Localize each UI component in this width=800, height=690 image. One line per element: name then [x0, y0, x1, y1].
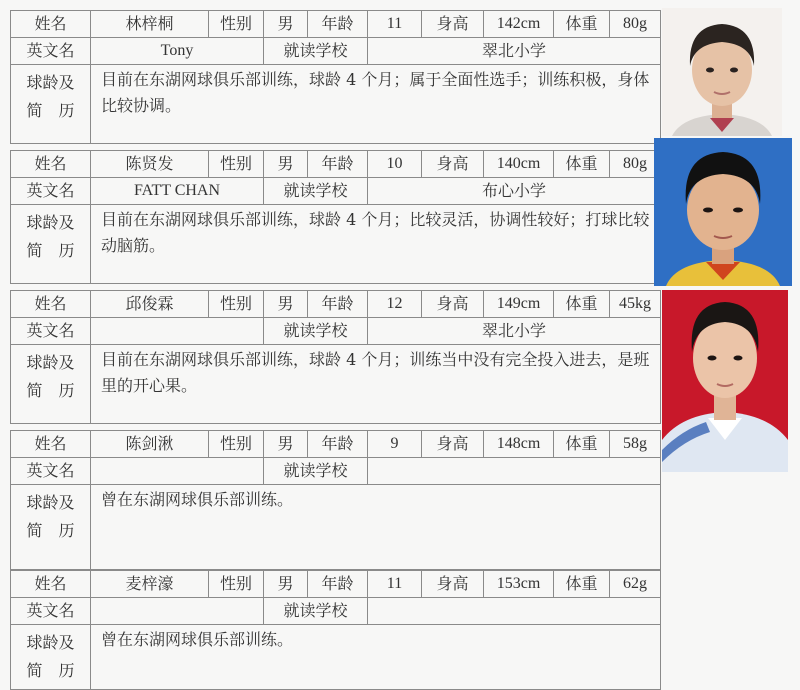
history-label	[11, 345, 91, 424]
english-name-value: FATT CHAN	[91, 178, 264, 205]
english-name-label: 英文名	[11, 458, 91, 485]
history-label-line2: 简 历	[26, 381, 75, 400]
history-label-line2: 简 历	[26, 521, 75, 540]
name-value: 邱俊霖	[91, 291, 209, 318]
eye-left	[703, 208, 713, 213]
gender-label: 性别	[209, 291, 264, 318]
english-name-label: 英文名	[11, 38, 91, 65]
height-value: 142cm	[484, 11, 554, 38]
height-label: 身高	[422, 151, 484, 178]
age-label: 年龄	[308, 291, 368, 318]
history-text: 目前在东湖网球俱乐部训练，球龄 4 个月；比较灵活，协调性较好；打球比较动脑筋。	[91, 205, 661, 284]
school-value: 翠北小学	[368, 318, 661, 345]
weight-value: 62g	[610, 571, 661, 598]
english-name-value: Tony	[91, 38, 264, 65]
photo-player-2	[654, 138, 792, 286]
height-value: 153cm	[484, 571, 554, 598]
weight-value: 80g	[610, 11, 661, 38]
photo-player-3	[662, 290, 788, 472]
english-name-label: 英文名	[11, 318, 91, 345]
name-label: 姓名	[11, 11, 91, 38]
eye-right	[733, 208, 743, 213]
height-label: 身高	[422, 11, 484, 38]
history-label-line1: 球龄及	[26, 633, 75, 652]
history-label	[11, 485, 91, 570]
eye-left	[706, 68, 714, 73]
weight-label: 体重	[554, 151, 610, 178]
english-name-value	[91, 598, 264, 625]
gender-label: 性别	[209, 431, 264, 458]
history-label-line1: 球龄及	[26, 353, 75, 372]
english-name-value	[91, 318, 264, 345]
school-label: 就读学校	[264, 38, 368, 65]
eye-left	[708, 356, 717, 361]
height-label: 身高	[422, 431, 484, 458]
weight-label: 体重	[554, 11, 610, 38]
history-label-line2: 简 历	[26, 101, 75, 120]
history-label	[11, 625, 91, 690]
history-label-line2: 简 历	[26, 241, 75, 260]
height-value: 140cm	[484, 151, 554, 178]
weight-label: 体重	[554, 571, 610, 598]
name-label: 姓名	[11, 571, 91, 598]
eye-right	[734, 356, 743, 361]
history-text: 曾在东湖网球俱乐部训练。	[91, 485, 661, 570]
eye-right	[730, 68, 738, 73]
player-record-4	[10, 430, 660, 570]
weight-value: 45kg	[610, 291, 661, 318]
age-value: 10	[368, 151, 422, 178]
photo-player-1	[662, 8, 782, 136]
gender-value: 男	[264, 571, 308, 598]
school-label: 就读学校	[264, 318, 368, 345]
school-label: 就读学校	[264, 178, 368, 205]
name-label: 姓名	[11, 291, 91, 318]
gender-value: 男	[264, 431, 308, 458]
height-value: 149cm	[484, 291, 554, 318]
age-value: 12	[368, 291, 422, 318]
school-value: 翠北小学	[368, 38, 661, 65]
history-label	[11, 205, 91, 284]
history-label	[11, 65, 91, 144]
gender-value: 男	[264, 291, 308, 318]
school-value	[368, 458, 661, 485]
name-value: 陈贤发	[91, 151, 209, 178]
weight-label: 体重	[554, 431, 610, 458]
player-record-2	[10, 150, 660, 284]
height-label: 身高	[422, 291, 484, 318]
english-name-label: 英文名	[11, 598, 91, 625]
age-label: 年龄	[308, 431, 368, 458]
age-value: 11	[368, 11, 422, 38]
history-label-line2: 简 历	[26, 661, 75, 680]
english-name-value	[91, 458, 264, 485]
name-label: 姓名	[11, 431, 91, 458]
name-value: 陈剑湫	[91, 431, 209, 458]
gender-label: 性别	[209, 151, 264, 178]
player-record-1	[10, 10, 660, 144]
name-value: 麦梓濠	[91, 571, 209, 598]
history-label-line1: 球龄及	[26, 213, 75, 232]
weight-value: 58g	[610, 431, 661, 458]
history-label-line1: 球龄及	[26, 73, 75, 92]
name-label: 姓名	[11, 151, 91, 178]
school-value: 布心小学	[368, 178, 661, 205]
school-label: 就读学校	[264, 458, 368, 485]
age-label: 年龄	[308, 571, 368, 598]
history-text: 曾在东湖网球俱乐部训练。	[91, 625, 661, 690]
age-value: 11	[368, 571, 422, 598]
gender-value: 男	[264, 151, 308, 178]
history-text: 目前在东湖网球俱乐部训练，球龄 4 个月；训练当中没有完全投入进去，是班里的开心果。	[91, 345, 661, 424]
height-label: 身高	[422, 571, 484, 598]
gender-label: 性别	[209, 571, 264, 598]
weight-value: 80g	[610, 151, 661, 178]
english-name-label: 英文名	[11, 178, 91, 205]
age-label: 年龄	[308, 11, 368, 38]
gender-label: 性别	[209, 11, 264, 38]
school-value	[368, 598, 661, 625]
school-label: 就读学校	[264, 598, 368, 625]
player-record-5	[10, 570, 660, 690]
age-label: 年龄	[308, 151, 368, 178]
weight-label: 体重	[554, 291, 610, 318]
name-value: 林梓桐	[91, 11, 209, 38]
height-value: 148cm	[484, 431, 554, 458]
history-text: 目前在东湖网球俱乐部训练，球龄 4 个月；属于全面性选手；训练积极，身体比较协调。	[91, 65, 661, 144]
history-label-line1: 球龄及	[26, 493, 75, 512]
player-record-3	[10, 290, 660, 424]
gender-value: 男	[264, 11, 308, 38]
age-value: 9	[368, 431, 422, 458]
